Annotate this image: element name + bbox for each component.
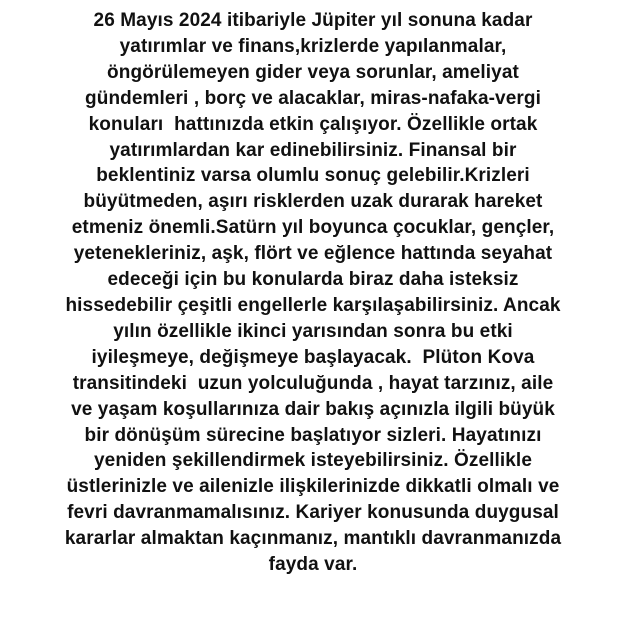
text-line: beklentiniz varsa olumlu sonuç gelebilir.Krizleri [96,165,530,187]
text-line: yatırımlardan kar edinebilirsiniz. Finansal bir [109,139,517,161]
text-line: hissedebilir çeşitli engellerle karşılaşabilirsiniz. Ancak [65,294,561,316]
text-line: yılın özellikle ikinci yarısından sonra bu etki [113,320,513,342]
paragraph [0,8,626,578]
text-line: 26 Mayıs 2024 itibariyle Jüpiter yıl sonuna kadar [93,10,533,31]
text-line: fayda var. [268,554,358,576]
text-line: öngörülemeyen gider veya sorunlar, ameliyat [107,61,519,83]
text-line: bir dönüşüm sürecine başlatıyor sizleri. Hayatınızı [84,424,542,446]
text-line: yeniden şekillendirmek isteyebilirsiniz. Özellikle [94,450,532,472]
text-line: gündemleri , borç ve alacaklar, miras-nafaka-vergi [85,87,541,109]
text-line: yatırımlar ve finans,krizlerde yapılanmalar, [119,35,507,57]
text-line: transitindeki uzun yolculuğunda , hayat tarzınız, aile [72,372,554,394]
text-line: edeceği için bu konularda biraz daha isteksiz [107,269,519,291]
text-line: konuları hattınızda etkin çalışıyor. Özellikle ortak [88,113,538,135]
text-line: fevri davranmamalısınız. Kariyer konusunda duygusal [67,502,559,524]
text-line: üstlerinizle ve ailenizle ilişkilerinizde dikkatli olmalı ve [66,476,560,498]
text-line: büyütmeden, aşırı risklerden uzak durarak hareket [83,191,543,213]
text-line: ve yaşam koşullarınıza dair bakış açınızla ilgili büyük [71,398,555,420]
text-line: etmeniz önemli.Satürn yıl boyunca çocuklar, gençler, [71,217,555,239]
text-line: iyileşmeye, değişmeye başlayacak. Plüton Kova [91,346,535,368]
text-line: kararlar almaktan kaçınmanız, mantıklı davranmanızda [64,528,562,550]
text-line: yetenekleriniz, aşk, flört ve eğlence hattında seyahat [73,243,553,265]
